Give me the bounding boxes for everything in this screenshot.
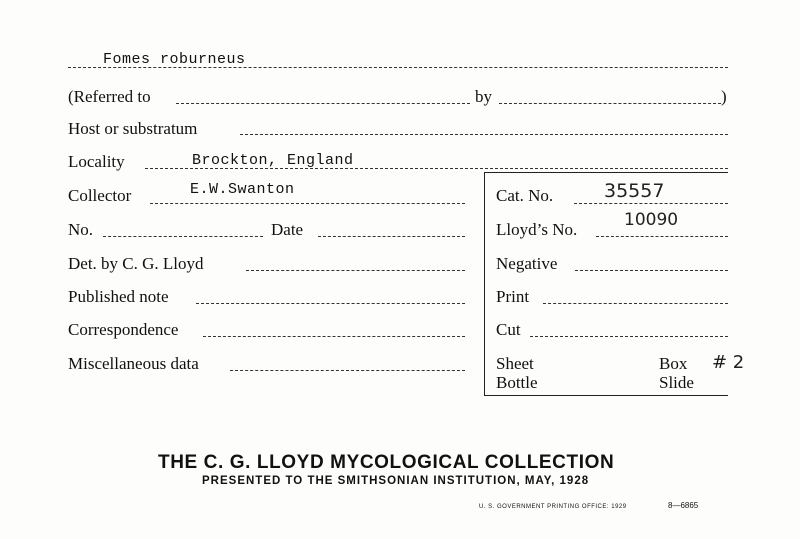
collector-value: E.W.Swanton xyxy=(190,181,295,198)
no-line xyxy=(103,236,263,237)
collection-subtitle: PRESENTED TO THE SMITHSONIAN INSTITUTION, MAY, 1928 xyxy=(202,475,590,487)
referred-to-label: (Referred to xyxy=(68,87,151,106)
box-value: # 2 xyxy=(712,352,745,373)
negative-line xyxy=(575,270,728,271)
host-line xyxy=(240,134,728,135)
cat-no-value: 35557 xyxy=(604,180,665,202)
bottle-label: Bottle xyxy=(496,373,538,392)
by-line xyxy=(499,103,721,104)
locality-label: Locality xyxy=(68,152,125,171)
referred-to-line xyxy=(176,103,470,104)
published-note-label: Published note xyxy=(68,287,169,306)
cat-no-line xyxy=(574,203,728,204)
collection-title: THE C. G. LLOYD MYCOLOGICAL COLLECTION xyxy=(158,452,615,473)
no-label: No. xyxy=(68,220,94,239)
collector-line xyxy=(150,203,465,204)
print-label: Print xyxy=(496,287,530,306)
print-line xyxy=(543,303,728,304)
host-label: Host or substratum xyxy=(68,119,198,138)
catalog-box-bottom-border xyxy=(484,395,728,396)
cut-line xyxy=(530,336,728,337)
slide-label: Slide xyxy=(659,373,694,392)
misc-data-line xyxy=(230,370,465,371)
published-note-line xyxy=(196,303,465,304)
locality-value: Brockton, England xyxy=(192,152,354,169)
catalog-box-left-border xyxy=(484,172,485,396)
species-name: Fomes roburneus xyxy=(103,51,246,68)
date-label: Date xyxy=(271,220,304,239)
close-paren: ) xyxy=(721,87,727,106)
negative-label: Negative xyxy=(496,254,558,273)
by-label: by xyxy=(475,87,492,106)
catalog-box-top-border xyxy=(484,172,728,173)
cat-no-label: Cat. No. xyxy=(496,186,554,205)
date-line xyxy=(318,236,465,237)
det-by-label: Det. by C. G. Lloyd xyxy=(68,254,204,273)
lloyds-no-label: Lloyd’s No. xyxy=(496,220,578,239)
correspondence-label: Correspondence xyxy=(68,320,179,339)
box-label: Box xyxy=(659,354,688,373)
misc-data-label: Miscellaneous data xyxy=(68,354,199,373)
correspondence-line xyxy=(203,336,465,337)
form-code: 8—6865 xyxy=(668,501,699,510)
sheet-label: Sheet xyxy=(496,354,534,373)
lloyds-no-line xyxy=(596,236,728,237)
printing-office-note: U. S. GOVERNMENT PRINTING OFFICE: 1929 xyxy=(479,504,627,510)
det-by-line xyxy=(246,270,465,271)
collector-label: Collector xyxy=(68,186,132,205)
cut-label: Cut xyxy=(496,320,521,339)
lloyds-no-value: 10090 xyxy=(624,210,679,230)
